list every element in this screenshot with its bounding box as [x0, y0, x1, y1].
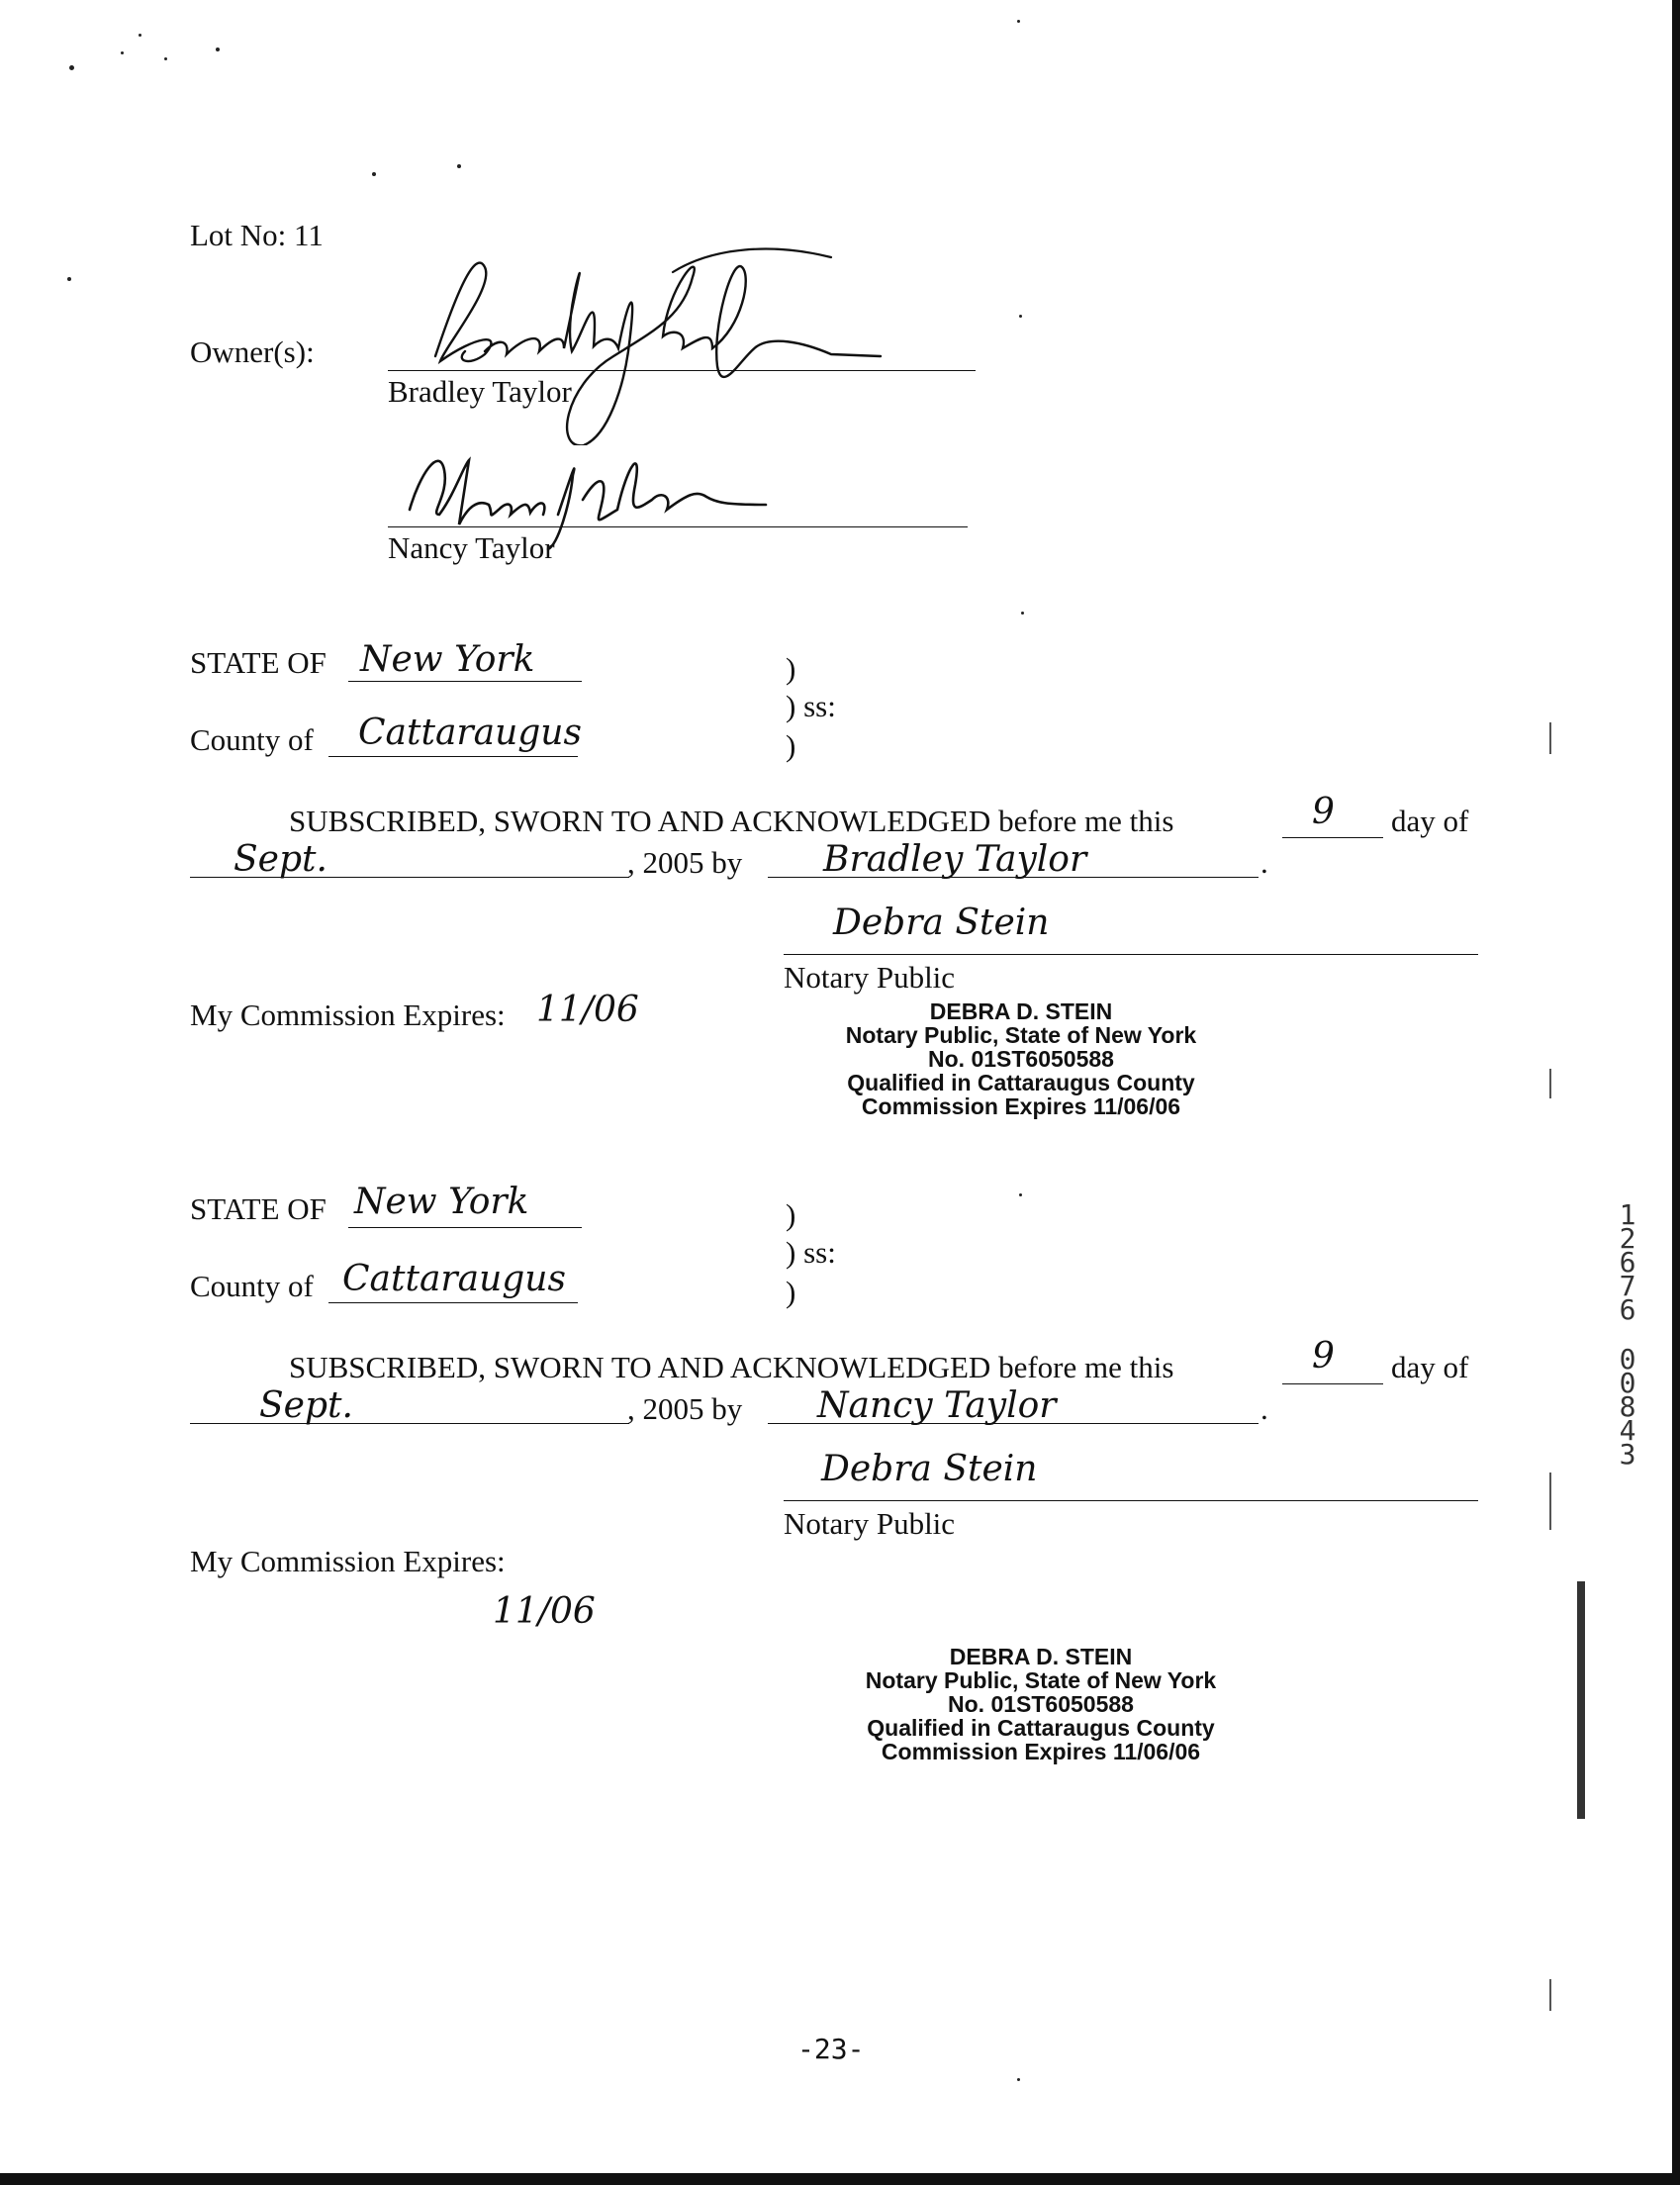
day-of-text: day of — [1391, 804, 1469, 838]
stamp-line: Commission Expires 11/06/06 — [861, 1093, 1181, 1119]
scan-edge-mark — [1549, 1069, 1551, 1098]
scan-edge-mark — [1549, 722, 1551, 754]
notary-label: Notary Public — [784, 1506, 956, 1541]
year-by-text: , 2005 by — [627, 1391, 743, 1426]
scan-speck — [164, 57, 167, 60]
lot-number: Lot No: 11 — [190, 218, 324, 252]
period: . — [1260, 1391, 1268, 1426]
scan-speck — [121, 51, 124, 54]
scan-speck — [1021, 612, 1024, 615]
owner-name: Bradley Taylor — [388, 374, 572, 409]
stamp-line: Notary Public, State of New York — [865, 1667, 1217, 1693]
day-value: 9 — [1312, 1336, 1335, 1377]
scan-speck — [69, 65, 74, 70]
county-label: County of — [190, 1269, 314, 1303]
county-value: Cattaraugus — [342, 1259, 566, 1299]
stamp-line: DEBRA D. STEIN — [949, 1644, 1133, 1669]
month-value: Sept. — [259, 1385, 353, 1426]
state-line — [348, 681, 582, 682]
day-value: 9 — [1312, 792, 1335, 832]
by-name: Nancy Taylor — [817, 1385, 1057, 1426]
county-line — [328, 1302, 578, 1303]
scan-speck — [67, 277, 71, 281]
commission-value: 11/06 — [493, 1591, 596, 1632]
by-name: Bradley Taylor — [823, 839, 1087, 880]
scan-edge-mark — [1549, 1472, 1551, 1530]
state-line — [348, 1227, 582, 1228]
county-line — [328, 756, 578, 757]
county-value: Cattaraugus — [358, 712, 582, 753]
scan-edge-mark — [1549, 1979, 1551, 2011]
scan-speck — [1017, 2078, 1020, 2081]
year-by-text: , 2005 by — [627, 845, 743, 880]
month-line — [190, 1423, 629, 1424]
scan-speck — [1019, 315, 1022, 318]
stamp-line: Qualified in Cattaraugus County — [847, 1070, 1195, 1095]
notary-signature: Debra Stein — [833, 902, 1050, 943]
state-value: New York — [354, 1182, 529, 1222]
by-line — [768, 1423, 1259, 1424]
state-value: New York — [360, 639, 535, 680]
state-label: STATE OF — [190, 1191, 327, 1226]
stamp-line: No. 01ST6050588 — [948, 1691, 1134, 1717]
owner-signature — [400, 416, 776, 554]
margin-number-part: 12676 — [1619, 1198, 1636, 1326]
stamp-line: Commission Expires 11/06/06 — [881, 1739, 1201, 1764]
scan-speck — [216, 48, 220, 51]
month-line — [190, 877, 629, 878]
stamp-line: DEBRA D. STEIN — [929, 998, 1113, 1024]
notary-line — [784, 954, 1478, 955]
subscribed-text: SUBSCRIBED, SWORN TO AND ACKNOWLEDGED before me this — [289, 804, 1174, 838]
notary-stamp — [843, 1645, 1239, 1763]
commission-value: 11/06 — [536, 990, 639, 1030]
county-label: County of — [190, 722, 314, 757]
ss-marker: ) ss: — [786, 689, 836, 723]
commission-label: My Commission Expires: — [190, 998, 506, 1032]
day-line — [1282, 837, 1383, 838]
notary-label: Notary Public — [784, 960, 956, 995]
state-label: STATE OF — [190, 645, 327, 680]
paren: ) — [786, 1197, 796, 1232]
scan-speck — [139, 34, 141, 37]
scan-speck — [372, 172, 376, 176]
stamp-line: Qualified in Cattaraugus County — [867, 1715, 1215, 1741]
month-value: Sept. — [233, 839, 327, 880]
paren: ) — [786, 651, 796, 686]
notary-stamp — [823, 999, 1219, 1118]
stamp-line: No. 01ST6050588 — [928, 1046, 1114, 1072]
notary-line — [784, 1500, 1478, 1501]
owner-name: Nancy Taylor — [388, 530, 555, 565]
margin-record-number — [1613, 1198, 1642, 1471]
by-line — [768, 877, 1259, 878]
period: . — [1260, 845, 1268, 880]
paren: ) — [786, 728, 796, 763]
scan-border — [1672, 0, 1680, 2185]
scan-edge-mark — [1577, 1581, 1585, 1819]
paren: ) — [786, 1275, 796, 1309]
subscribed-text: SUBSCRIBED, SWORN TO AND ACKNOWLEDGED before me this — [289, 1350, 1174, 1384]
commission-label: My Commission Expires: — [190, 1544, 506, 1578]
notary-signature: Debra Stein — [821, 1449, 1038, 1489]
day-of-text: day of — [1391, 1350, 1469, 1384]
scan-speck — [1019, 1193, 1022, 1196]
owner-signature — [416, 238, 890, 445]
stamp-line: Notary Public, State of New York — [845, 1022, 1197, 1048]
scan-speck — [1017, 20, 1020, 23]
scan-border — [0, 2173, 1680, 2185]
day-line — [1282, 1383, 1383, 1384]
margin-number-part: 00843 — [1619, 1343, 1636, 1471]
scan-speck — [457, 164, 461, 168]
owners-label: Owner(s): — [190, 334, 315, 369]
page-number: -23- — [797, 2033, 865, 2065]
ss-marker: ) ss: — [786, 1235, 836, 1270]
